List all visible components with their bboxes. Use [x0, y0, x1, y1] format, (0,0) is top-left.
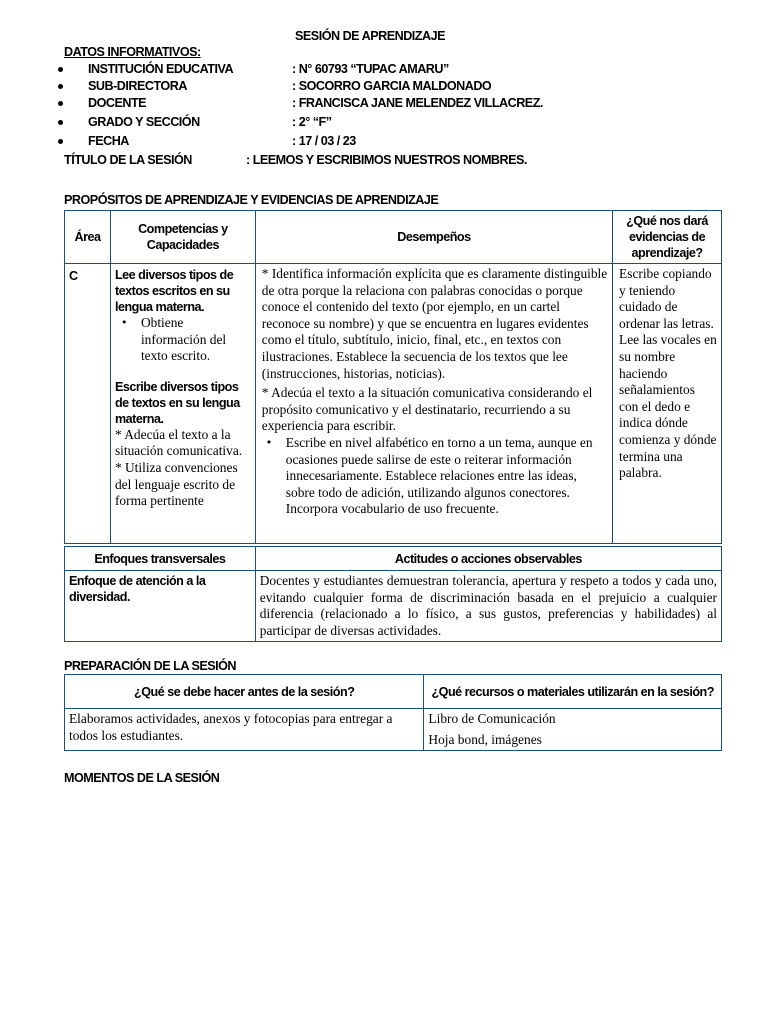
capacity-item: * Utiliza convenciones del lenguaje escrito de forma pertinente	[114, 459, 238, 509]
info-label: FECHA	[88, 134, 129, 148]
bullet-icon	[58, 139, 63, 144]
header-area: Área	[65, 211, 111, 264]
info-label: SUB-DIRECTORA	[88, 79, 187, 93]
document-title: SESIÓN DE APRENDIZAJE	[295, 29, 445, 43]
preparacion-table	[64, 674, 722, 751]
cell-competencias	[110, 264, 255, 544]
session-title-label: TÍTULO DE LA SESIÓN	[64, 153, 192, 167]
enfoques-table	[64, 546, 722, 642]
info-label: GRADO Y SECCIÓN	[88, 115, 200, 129]
capacity-item: • Obtiene información del texto escrito.	[141, 315, 251, 365]
cell-recursos	[424, 709, 722, 751]
bullet-icon	[58, 84, 63, 89]
cell-desempenos	[255, 264, 612, 544]
info-value: : 2° “F”	[292, 115, 332, 129]
cell-antes: Elaboramos actividades, anexos y fotocopias para entregar a todos los estudiantes.	[65, 709, 424, 751]
datos-informativos-heading: DATOS INFORMATIVOS:	[64, 45, 201, 59]
cell-evidencias: Escribe copiando y teniendo cuidado de ordenar las letras. Lee las vocales en su nombre haciendo señalamientos con el dedo e indica dónde comienza y dónde termina una palabra.	[613, 264, 722, 544]
header-recursos: ¿Qué recursos o materiales utilizarán en la sesión?	[424, 675, 722, 709]
desempeno-text: * Adecúa el texto a la situación comunicativa considerando el propósito comunicativo y el destinatario, recurriendo a su experiencia para escribir.	[261, 385, 593, 434]
header-antes: ¿Qué se debe hacer antes de la sesión?	[65, 675, 424, 709]
info-value: : FRANCISCA JANE MELENDEZ VILLACREZ.	[292, 96, 543, 110]
info-value: : 17 / 03 / 23	[292, 134, 356, 148]
bullet-icon	[58, 67, 63, 72]
momentos-heading: MOMENTOS DE LA SESIÓN	[64, 771, 220, 785]
desempeno-text: * Identifica información explícita que es claramente distinguible de otra porque la relaciona con palabras conocidas o porque conoce el contenido del texto (por ejemplo, en un cartel reconoce su nombre) y que se encuentra en lugares evidentes como el título, subtítulo, inicio, final, etc., en textos con ilustraciones. Establece la secuencia de los textos que lee (instrucciones, historias, noticias).	[261, 266, 608, 381]
propositos-table	[64, 210, 722, 544]
cell-area: C	[65, 264, 111, 544]
desempeno-item: • Escribe en nivel alfabético en torno a un tema, aunque en ocasiones puede salirse de este o reiterar información innecesariamente. Establece relaciones entre las ideas, sobre todo de adición, utilizando algunos conectores. Incorpora vocabulario de uso frecuente.	[286, 435, 608, 518]
bullet-icon	[58, 120, 63, 125]
info-value: : SOCORRO GARCIA MALDONADO	[292, 79, 492, 93]
competencia-escribe-title: Escribe diversos tipos de textos en su lengua materna.	[114, 379, 240, 426]
capacity-item: * Adecúa el texto a la situación comunicativa.	[114, 426, 243, 459]
header-actitudes: Actitudes o acciones observables	[255, 547, 721, 571]
info-label: DOCENTE	[88, 96, 147, 110]
header-enfoques: Enfoques transversales	[65, 547, 256, 571]
recurso-item: Libro de Comunicación	[428, 711, 556, 726]
bullet-icon	[58, 101, 63, 106]
cell-enfoque: Enfoque de atención a la diversidad.	[65, 571, 256, 642]
info-value: : N° 60793 “TUPAC AMARU”	[292, 62, 449, 76]
session-title-value: : LEEMOS Y ESCRIBIMOS NUESTROS NOMBRES.	[246, 153, 527, 167]
competencia-lee-title: Lee diversos tipos de textos escritos en su lengua materna.	[114, 268, 234, 314]
recurso-item: Hoja bond, imágenes	[428, 731, 542, 747]
competencia-lee-capacities	[115, 315, 251, 365]
cell-actitudes: Docentes y estudiantes demuestran tolerancia, apertura y respeto a todos y cada uno, evitando cualquier forma de discriminación basada en el prejuicio a cualquier diferencia (relacionado a lo físico, a sus gustos, preferencias y habilidades) al participar de diversas actividades.	[255, 571, 721, 642]
header-desempenos: Desempeños	[255, 211, 612, 264]
desempeno-list	[262, 435, 608, 518]
header-competencias: Competencias y Capacidades	[110, 211, 255, 264]
header-evidencias: ¿Qué nos dará evidencias de aprendizaje?	[613, 211, 722, 264]
preparacion-heading: PREPARACIÓN DE LA SESIÓN	[64, 659, 237, 673]
propositos-heading: PROPÓSITOS DE APRENDIZAJE Y EVIDENCIAS DE APRENDIZAJE	[64, 193, 439, 207]
info-label: INSTITUCIÓN EDUCATIVA	[88, 62, 234, 76]
